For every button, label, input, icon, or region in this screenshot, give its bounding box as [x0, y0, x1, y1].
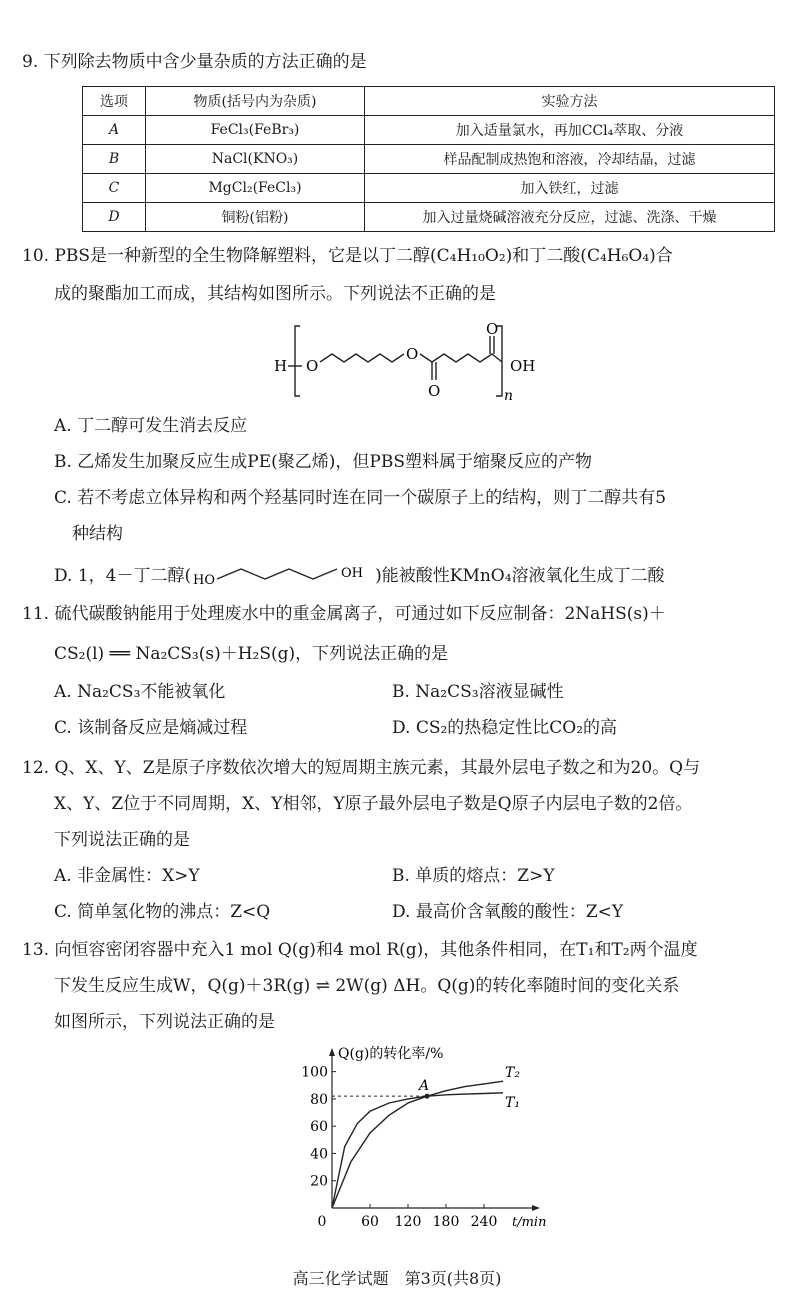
q10-stem-line1: 10. PBS是一种新型的全生物降解塑料，它是以丁二醇(C₄H₁₀O₂)和丁二酸(C₄H₆O₄)合 [22, 246, 673, 266]
x-tick-label: 60 [361, 1214, 379, 1230]
x-axis-arrow [532, 1205, 540, 1211]
q11-option-d: D. CS₂的热稳定性比CO₂的高 [392, 718, 618, 738]
table-cell: FeCl₃(FeBr₃) [146, 116, 365, 145]
table-row [83, 116, 775, 145]
q13-stem-line3: 如图所示，下列说法正确的是 [54, 1012, 275, 1032]
table-header: 物质(括号内为杂质) [146, 87, 365, 116]
table-cell: 加入过量烧碱溶液充分反应，过滤、洗涤、干燥 [365, 203, 775, 232]
q10-option-c-line2: 种结构 [72, 524, 123, 544]
x-axis-label: t/min [512, 1215, 547, 1230]
q10-stem-line2: 成的聚酯加工而成，其结构如图所示。下列说法不正确的是 [54, 284, 496, 304]
table-cell: 铜粉(铝粉) [146, 203, 365, 232]
table-cell: 样品配制成热饱和溶液，冷却结晶，过滤 [365, 145, 775, 174]
y-tick-label: 40 [310, 1146, 328, 1163]
butanediol-structure [191, 567, 375, 587]
table-row [83, 174, 775, 203]
y-tick-label: 20 [310, 1173, 328, 1190]
q11-option-a: A. Na₂CS₃不能被氧化 [54, 682, 226, 702]
q9-table [82, 86, 775, 232]
x-tick-label: 0 [317, 1214, 327, 1230]
x-tick-label: 120 [394, 1214, 422, 1230]
q10-option-d [54, 564, 665, 588]
pbs-o2: O [406, 345, 419, 363]
pbs-structure [270, 318, 570, 404]
y-axis-label: Q(g)的转化率/% [338, 1046, 444, 1062]
q12-stem-line2: X、Y、Z位于不同周期，X、Y相邻，Y原子最外层电子数是Q原子内层电子数的2倍。 [54, 794, 693, 814]
conversion-chart [300, 1038, 547, 1230]
series-label: T₁ [505, 1094, 520, 1111]
y-tick-label: 80 [310, 1091, 328, 1108]
q10-option-a: A. 丁二醇可发生消去反应 [54, 416, 248, 436]
table-cell: 加入适量氯水，再加CCl₄萃取、分液 [365, 116, 775, 145]
pbs-oh: OH [510, 357, 536, 375]
table-cell: D [83, 203, 146, 232]
butanediol-svg [191, 565, 375, 587]
q12-stem-line1: 12. Q、X、Y、Z是原子序数依次增大的短周期主族元素，其最外层电子数之和为20。Q与 [22, 758, 701, 778]
y-axis-arrow [329, 1048, 335, 1056]
q10-option-c-line1: C. 若不考虑立体异构和两个羟基同时连在同一个碳原子上的结构，则丁二醇共有5 [54, 488, 667, 508]
left-bracket [295, 326, 300, 396]
q11-stem-line1: 11. 硫代碳酸钠能用于处理废水中的重金属离子，可通过如下反应制备：2NaHS(s)＋ [22, 604, 666, 624]
pbs-o3: O [428, 382, 441, 400]
pbs-o4: O [486, 320, 499, 338]
table-cell: MgCl₂(FeCl₃) [146, 174, 365, 203]
series-line-1 [332, 1081, 503, 1208]
pbs-bonds [288, 326, 502, 396]
q13-stem-line1: 13. 向恒容密闭容器中充入1 mol Q(g)和4 mol R(g)，其他条件相同，在T₁和T₂两个温度 [22, 940, 698, 960]
y-tick-label: 100 [301, 1064, 328, 1081]
x-tick-label: 180 [432, 1214, 460, 1230]
butanediol-oh: OH [341, 565, 364, 581]
q10-option-d-prefix: D. 1，4－丁二醇( [54, 566, 192, 586]
y-tick-label: 60 [310, 1119, 328, 1136]
pbs-o1: O [306, 357, 319, 375]
table-cell: NaCl(KNO₃) [146, 145, 365, 174]
series-label: T₂ [505, 1065, 520, 1082]
point-a-label: A [419, 1078, 430, 1095]
table-cell: A [83, 116, 146, 145]
table-cell: 加入铁红，过滤 [365, 174, 775, 203]
butanediol-ho: HO [193, 572, 216, 588]
table-header-row [83, 87, 775, 116]
q11-option-b: B. Na₂CS₃溶液显碱性 [392, 682, 564, 702]
q10-option-d-suffix: )能被酸性KMnO₄溶液氧化生成丁二酸 [375, 566, 665, 586]
table-header: 实验方法 [365, 87, 775, 116]
q12-stem-line3: 下列说法正确的是 [54, 830, 190, 850]
q11-option-c: C. 该制备反应是熵减过程 [54, 718, 248, 738]
table-cell: C [83, 174, 146, 203]
q13-stem-line2: 下发生反应生成W，Q(g)＋3R(g) ⇌ 2W(g) ΔH。Q(g)的转化率随时间的变化关系 [54, 976, 680, 996]
q10-option-b: B. 乙烯发生加聚反应生成PE(聚乙烯)，但PBS塑料属于缩聚反应的产物 [54, 452, 592, 472]
point-a-marker [425, 1094, 430, 1099]
q12-option-b: B. 单质的熔点：Z>Y [392, 866, 555, 886]
pbs-h: H [274, 357, 288, 375]
butanediol-chain [217, 569, 337, 579]
pbs-n: n [504, 388, 514, 404]
page-footer: 高三化学试题 第3页(共8页) [292, 1269, 502, 1288]
q12-option-d: D. 最高价含氧酸的酸性：Z<Y [392, 902, 624, 922]
table-row [83, 203, 775, 232]
table-header: 选项 [83, 87, 146, 116]
table-row [83, 145, 775, 174]
q12-option-c: C. 简单氢化物的沸点：Z<Q [54, 902, 271, 922]
q9-stem: 9. 下列除去物质中含少量杂质的方法正确的是 [22, 52, 367, 72]
x-tick-label: 240 [470, 1214, 498, 1230]
q12-option-a: A. 非金属性：X>Y [54, 866, 200, 886]
q11-stem-line2: CS₂(l) ══ Na₂CS₃(s)＋H₂S(g)，下列说法正确的是 [54, 644, 449, 664]
table-cell: B [83, 145, 146, 174]
